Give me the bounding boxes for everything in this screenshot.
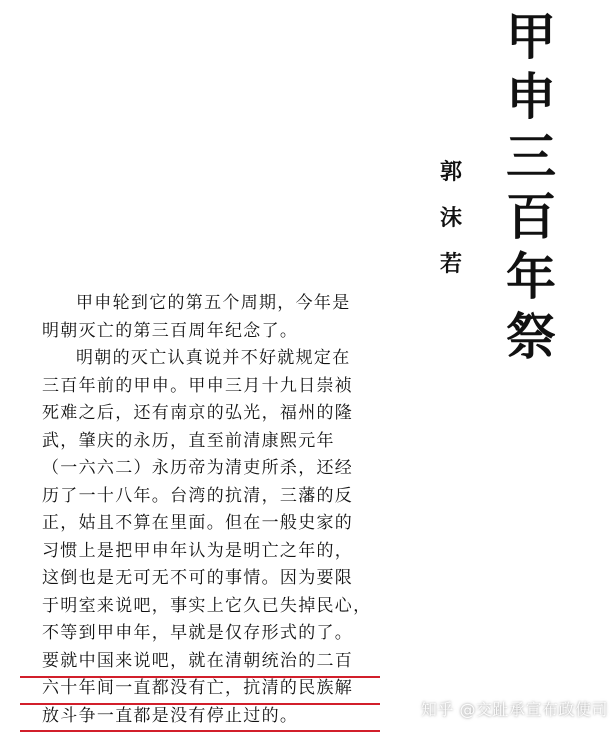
author-char: 沫 [439, 205, 462, 231]
body-line: 历了一十八年。台湾的抗清，三藩的反 [42, 485, 354, 506]
body-line: 不等到甲申年，早就是仅存形式的了。 [42, 623, 354, 643]
watermark: 知乎 @交趾承宣布政使司 [420, 700, 608, 719]
body-line: 这倒也是无可无不可的事情。因为要限 [42, 568, 354, 588]
red-underline [20, 676, 380, 678]
body-line: 六十年间一直都没有亡，抗清的民族解 [42, 678, 354, 698]
title-char: 三 [506, 128, 556, 186]
title-char: 百 [506, 188, 556, 246]
body-line: 甲申轮到它的第五个周期，今年是 [76, 293, 351, 313]
title-char: 甲 [506, 8, 556, 66]
body-line: 习惯上是把甲申年认为是明亡之年的， [42, 540, 354, 561]
article-body [42, 290, 372, 730]
title-char: 申 [506, 68, 556, 126]
article-title [501, 10, 561, 364]
body-line: 明朝灭亡的第三百周年纪念了。 [42, 320, 299, 341]
red-underline [20, 703, 380, 705]
body-line: 正，姑且不算在里面。但在一般史家的 [42, 513, 354, 533]
body-line: （一六六二）永历帝为清吏所杀，还经 [42, 458, 354, 478]
body-line: 放斗争一直都是没有停止过的。 [42, 705, 299, 726]
body-line: 三百年前的甲申。甲申三月十九日崇祯 [42, 375, 354, 396]
body-line: 于明室来说吧，事实上它久已失掉民心， [42, 595, 372, 616]
author-name [436, 160, 466, 276]
body-line: 明朝的灭亡认真说并不好就规定在 [76, 348, 351, 368]
author-char: 若 [439, 251, 462, 277]
body-line: 武，肇庆的永历，直至前清康熙元年 [42, 430, 335, 451]
title-char: 祭 [506, 308, 556, 366]
title-char: 年 [506, 248, 556, 306]
body-line: 要就中国来说吧，就在清朝统治的二百 [42, 650, 354, 671]
body-line: 死难之后，还有南京的弘光，福州的隆 [42, 403, 354, 423]
author-char: 郭 [439, 159, 462, 185]
